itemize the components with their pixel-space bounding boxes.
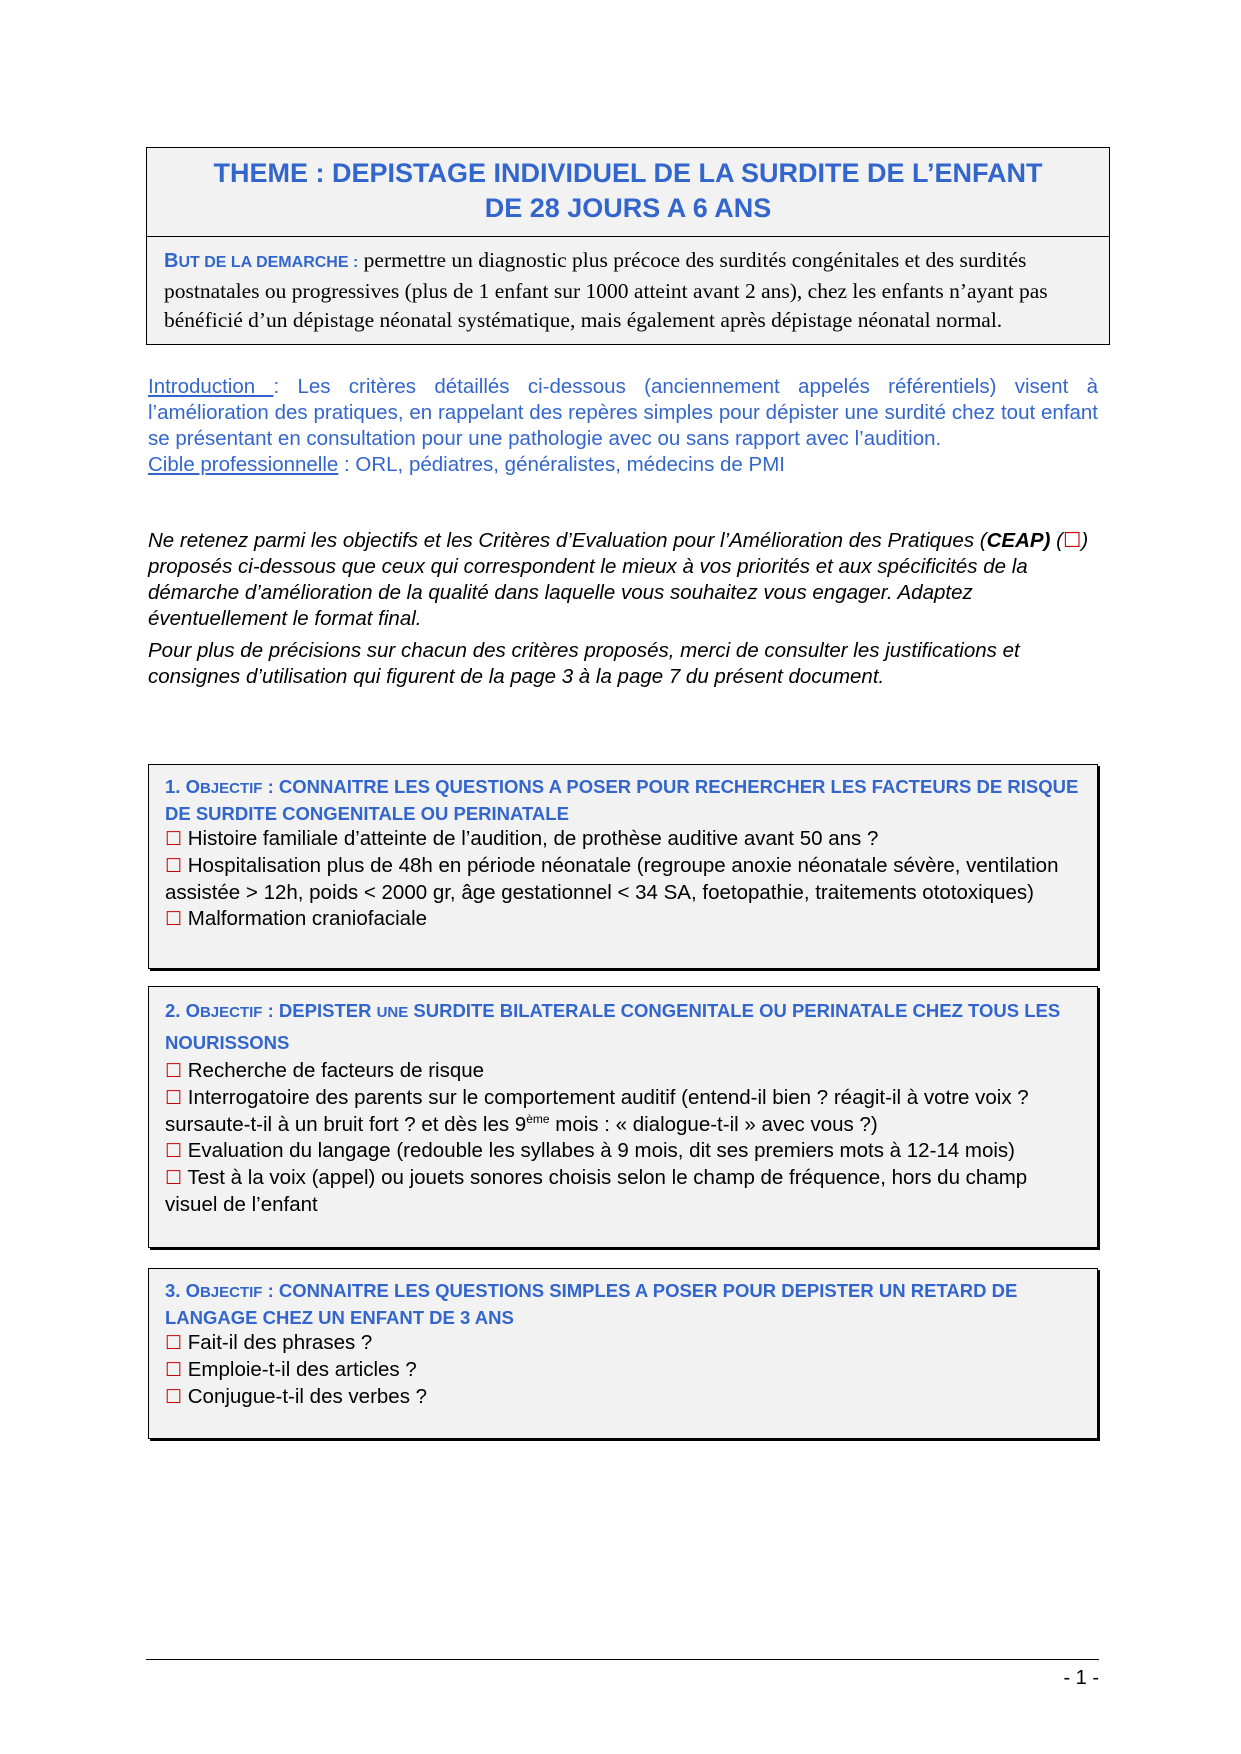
target-text: : ORL, pédiatres, généralistes, médecins de PMI (338, 453, 785, 476)
theme-box (146, 147, 1110, 345)
objective-1-box (148, 764, 1098, 969)
objective-2-criterion[interactable]: ☐ Interrogatoire des parents sur le comportement auditif (entend-il bien ? réagit-il à votre voix ? sursaute-t-il à un bruit fort ? et dès les 9ème mois : « dialogue-t-il » avec vous ?) (165, 1086, 1029, 1136)
checkbox-icon: ☐ (1062, 529, 1082, 552)
checkbox-icon[interactable]: ☐ (165, 1088, 183, 1109)
checkbox-icon[interactable]: ☐ (165, 829, 183, 850)
objective-2-criterion[interactable]: ☐ Test à la voix (appel) ou jouets sonores choisis selon le champ de fréquence, hors du champ visuel de l’enfant (165, 1166, 1028, 1216)
theme-title-line1: THEME : DEPISTAGE INDIVIDUEL DE LA SURDITE DE L’ENFANT (213, 158, 1043, 188)
objective-2-criterion[interactable]: ☐ Evaluation du langage (redouble les syllabes à 9 mois, dit ses premiers mots à 12-14 mois) (165, 1139, 1015, 1162)
introduction-label: Introduction (148, 375, 274, 398)
objective-2-box (148, 986, 1098, 1248)
goal-section (147, 237, 1109, 344)
objective-3-criterion[interactable]: ☐ Emploie-t-il des articles ? (165, 1358, 417, 1381)
checkbox-icon[interactable]: ☐ (165, 856, 183, 877)
checkbox-icon[interactable]: ☐ (165, 1061, 183, 1082)
footer-divider (146, 1659, 1099, 1660)
objective-2-heading: 2. OBJECTIF : DEPISTER UNE SURDITE BILATERALE CONGENITALE OU PERINATALE CHEZ TOUS LES NOURISSONS (165, 1000, 1061, 1053)
checkbox-icon[interactable]: ☐ (165, 909, 183, 930)
instructions-paragraph-1: Ne retenez parmi les objectifs et les Critères d’Evaluation pour l’Amélioration des Pratiques (CEAP) (☐) proposés ci-dessous que ceux qui correspondent le mieux à vos priorités et aux spécificités de la démarche d’amélioration de la qualité dans laquelle vous souhaitez vous engager. Adaptez éventuellement le format final. (148, 529, 1089, 630)
objective-1-criterion[interactable]: ☐ Malformation craniofaciale (165, 907, 428, 930)
theme-title (147, 148, 1109, 237)
theme-title-line2: DE 28 JOURS A 6 ANS (484, 193, 772, 223)
introduction (148, 374, 1098, 478)
objective-3-criterion[interactable]: ☐ Fait-il des phrases ? (165, 1331, 373, 1354)
checkbox-icon[interactable]: ☐ (165, 1141, 183, 1162)
checkbox-icon[interactable]: ☐ (165, 1387, 183, 1408)
objective-1-heading: 1. OBJECTIF : CONNAITRE LES QUESTIONS A POSER POUR RECHERCHER LES FACTEURS DE RISQUE DE SURDITE CONGENITALE OU PERINATALE (165, 776, 1079, 824)
checkbox-icon[interactable]: ☐ (165, 1168, 183, 1189)
objective-3-criterion[interactable]: ☐ Conjugue-t-il des verbes ? (165, 1385, 428, 1408)
target-label: Cible professionnelle (148, 453, 339, 476)
objective-3-heading: 3. OBJECTIF : CONNAITRE LES QUESTIONS SIMPLES A POSER POUR DEPISTER UN RETARD DE LANGAGE CHEZ UN ENFANT DE 3 ANS (165, 1280, 1018, 1328)
instructions (148, 528, 1098, 690)
checkbox-icon[interactable]: ☐ (165, 1333, 183, 1354)
objective-1-criterion[interactable]: ☐ Histoire familiale d’atteinte de l’audition, de prothèse auditive avant 50 ans ? (165, 827, 879, 850)
introduction-text: : Les critères détaillés ci-dessous (anciennement appelés référentiels) visent à l’amélioration des pratiques, en rappelant des repères simples pour dépister une surdité chez tout enfant se présentant en consultation pour une pathologie avec ou sans rapport avec l’audition. (148, 375, 1098, 450)
objective-1-criterion[interactable]: ☐ Hospitalisation plus de 48h en période néonatale (regroupe anoxie néonatale sévère, ventilation assistée > 12h, poids < 2000 gr, âge gestationnel < 34 SA, foetopathie, traitements ototoxiques) (165, 854, 1059, 904)
objective-2-criterion[interactable]: ☐ Recherche de facteurs de risque (165, 1059, 485, 1082)
page-number: - 1 - (1063, 1667, 1099, 1689)
goal-label: BUT DE LA DEMARCHE : (164, 250, 359, 272)
goal-text: permettre un diagnostic plus précoce des surdités congénitales et des surdités postnatales ou progressives (plus de 1 enfant sur 1000 atteint avant 2 ans), chez les enfants n’ayant pas bénéficié d’un dépistage néonatal systématique, mais également après dépistage néonatal normal. (164, 248, 1048, 332)
checkbox-icon[interactable]: ☐ (165, 1360, 183, 1381)
instructions-paragraph-2: Pour plus de précisions sur chacun des critères proposés, merci de consulter les justifications et consignes d’utilisation qui figurent de la page 3 à la page 7 du présent document. (148, 639, 1020, 688)
objective-3-box (148, 1268, 1098, 1439)
